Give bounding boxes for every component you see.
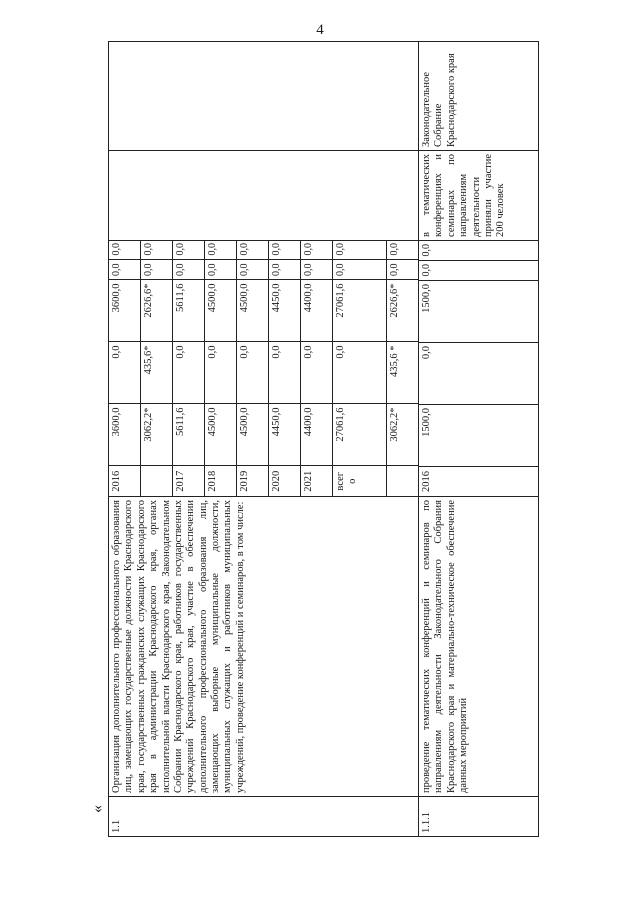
fed-cell: 0,0: [109, 342, 140, 404]
row-number: 1.1: [109, 797, 419, 837]
extra-cell: 0,0: [236, 240, 268, 260]
total-cell: 3062,2*: [387, 404, 418, 466]
row-name: Организация дополнительного профессионального образования лиц, замещающих государственные должности Краснодарского края, государственных гражданских служащих Краснодарского края в администрации Краснодарского края, органах исполнительной власти Краснодарского края, Законодательном Собрании Краснодарского края, работников государственных учреждений Краснодарского края, участие в обеспечении дополнительного профессионального образования лиц, замещающих выборные муниципальные должности, муниципальных служащих и работников муниципальных учреждений, проведение конференций и семинаров, в том числе:: [109, 497, 419, 797]
year-cell: 2016: [109, 466, 140, 496]
reg-cell: 4500,0: [236, 280, 268, 342]
year-cell: 2018: [204, 466, 236, 496]
reg-cell: 5611,6: [172, 280, 204, 342]
total-cell: 5611,6: [172, 404, 204, 466]
reg-cell: 4500,0: [204, 280, 236, 342]
loc-cell: 0,0: [204, 260, 236, 280]
year-row: [268, 240, 300, 496]
loc-cell: 0,0: [387, 260, 418, 280]
executor-cell-empty: [109, 41, 419, 150]
extra-cell: 0,0: [387, 240, 418, 260]
fed-cell: 0,0: [419, 343, 539, 405]
year-row: [204, 240, 236, 496]
year-row: [172, 240, 204, 496]
reg-cell: 4400,0: [300, 280, 332, 342]
row-number: 1.1.1: [419, 797, 539, 837]
loc-cell: 0,0: [172, 260, 204, 280]
loc-cell: 0,0: [300, 260, 332, 280]
year-row: [387, 240, 418, 496]
year-breakdown-table: [109, 240, 418, 496]
year-cell: 2017: [172, 466, 204, 496]
year-cell: [140, 466, 172, 496]
total-cell: 1500,0: [419, 405, 539, 467]
reg-cell: 2626,6*: [387, 280, 418, 342]
total-cell: 4450,0: [268, 404, 300, 466]
total-cell: 27061,6: [332, 404, 387, 466]
year-cell: всег о: [332, 466, 387, 496]
extra-cell: 0,0: [204, 240, 236, 260]
year-cell: 2016: [419, 467, 539, 497]
total-cell: 3062,2*: [140, 404, 172, 466]
year-cell: [387, 466, 418, 496]
row-name: проведение тематических конференций и семинаров по направлениям деятельности Законодательного Собрания Краснодарского края и материально-техническое обеспечение данных мероприятий: [419, 497, 539, 797]
loc-cell: 0,0: [109, 260, 140, 280]
extra-cell: 0,0: [419, 240, 539, 260]
total-cell: 4500,0: [204, 404, 236, 466]
page-number: 4: [316, 22, 324, 38]
table-row-1-1: [109, 41, 419, 836]
table-row-1-1-1: [419, 41, 539, 836]
extra-cell: 0,0: [109, 240, 140, 260]
rotated-table-container: [108, 42, 538, 837]
fed-cell: 435,6*: [140, 342, 172, 404]
total-cell: 4500,0: [236, 404, 268, 466]
fed-cell: 0,0: [268, 342, 300, 404]
result-cell: в тематических конференциях и семинарах по направлениям деятельности приняли участие 200 человек: [419, 150, 539, 240]
extra-cell: 0,0: [140, 240, 172, 260]
year-row: [236, 240, 268, 496]
fed-cell: 0,0: [236, 342, 268, 404]
extra-cell: 0,0: [300, 240, 332, 260]
executor-cell: Законодательное Собрание Краснодарского края: [419, 41, 539, 150]
reg-cell: 1500,0: [419, 281, 539, 343]
extra-cell: 0,0: [332, 240, 387, 260]
year-cell: 2019: [236, 466, 268, 496]
loc-cell: 0,0: [268, 260, 300, 280]
year-cell: 2021: [300, 466, 332, 496]
loc-cell: 0,0: [419, 261, 539, 281]
loc-cell: 0,0: [140, 260, 172, 280]
year-cell: 2020: [268, 466, 300, 496]
reg-cell: 3600,0: [109, 280, 140, 342]
fed-cell: 0,0: [204, 342, 236, 404]
program-table: [108, 41, 539, 837]
fed-cell: 0,0: [172, 342, 204, 404]
year-breakdown: [109, 240, 419, 496]
total-cell: 3600,0: [109, 404, 140, 466]
year-row: [140, 240, 172, 496]
extra-cell: 0,0: [268, 240, 300, 260]
reg-cell: 2626,6*: [140, 280, 172, 342]
year-row: [300, 240, 332, 496]
result-cell-empty: [109, 150, 419, 240]
opening-quote: «: [89, 805, 106, 813]
fed-cell: 0,0: [300, 342, 332, 404]
extra-cell: 0,0: [172, 240, 204, 260]
loc-cell: 0,0: [236, 260, 268, 280]
reg-cell: 27061,6: [332, 280, 387, 342]
year-row: [332, 240, 387, 496]
loc-cell: 0,0: [332, 260, 387, 280]
reg-cell: 4450,0: [268, 280, 300, 342]
fed-cell: 0,0: [332, 342, 387, 404]
total-cell: 4400,0: [300, 404, 332, 466]
year-row: [109, 240, 140, 496]
fed-cell: 435,6 *: [387, 342, 418, 404]
